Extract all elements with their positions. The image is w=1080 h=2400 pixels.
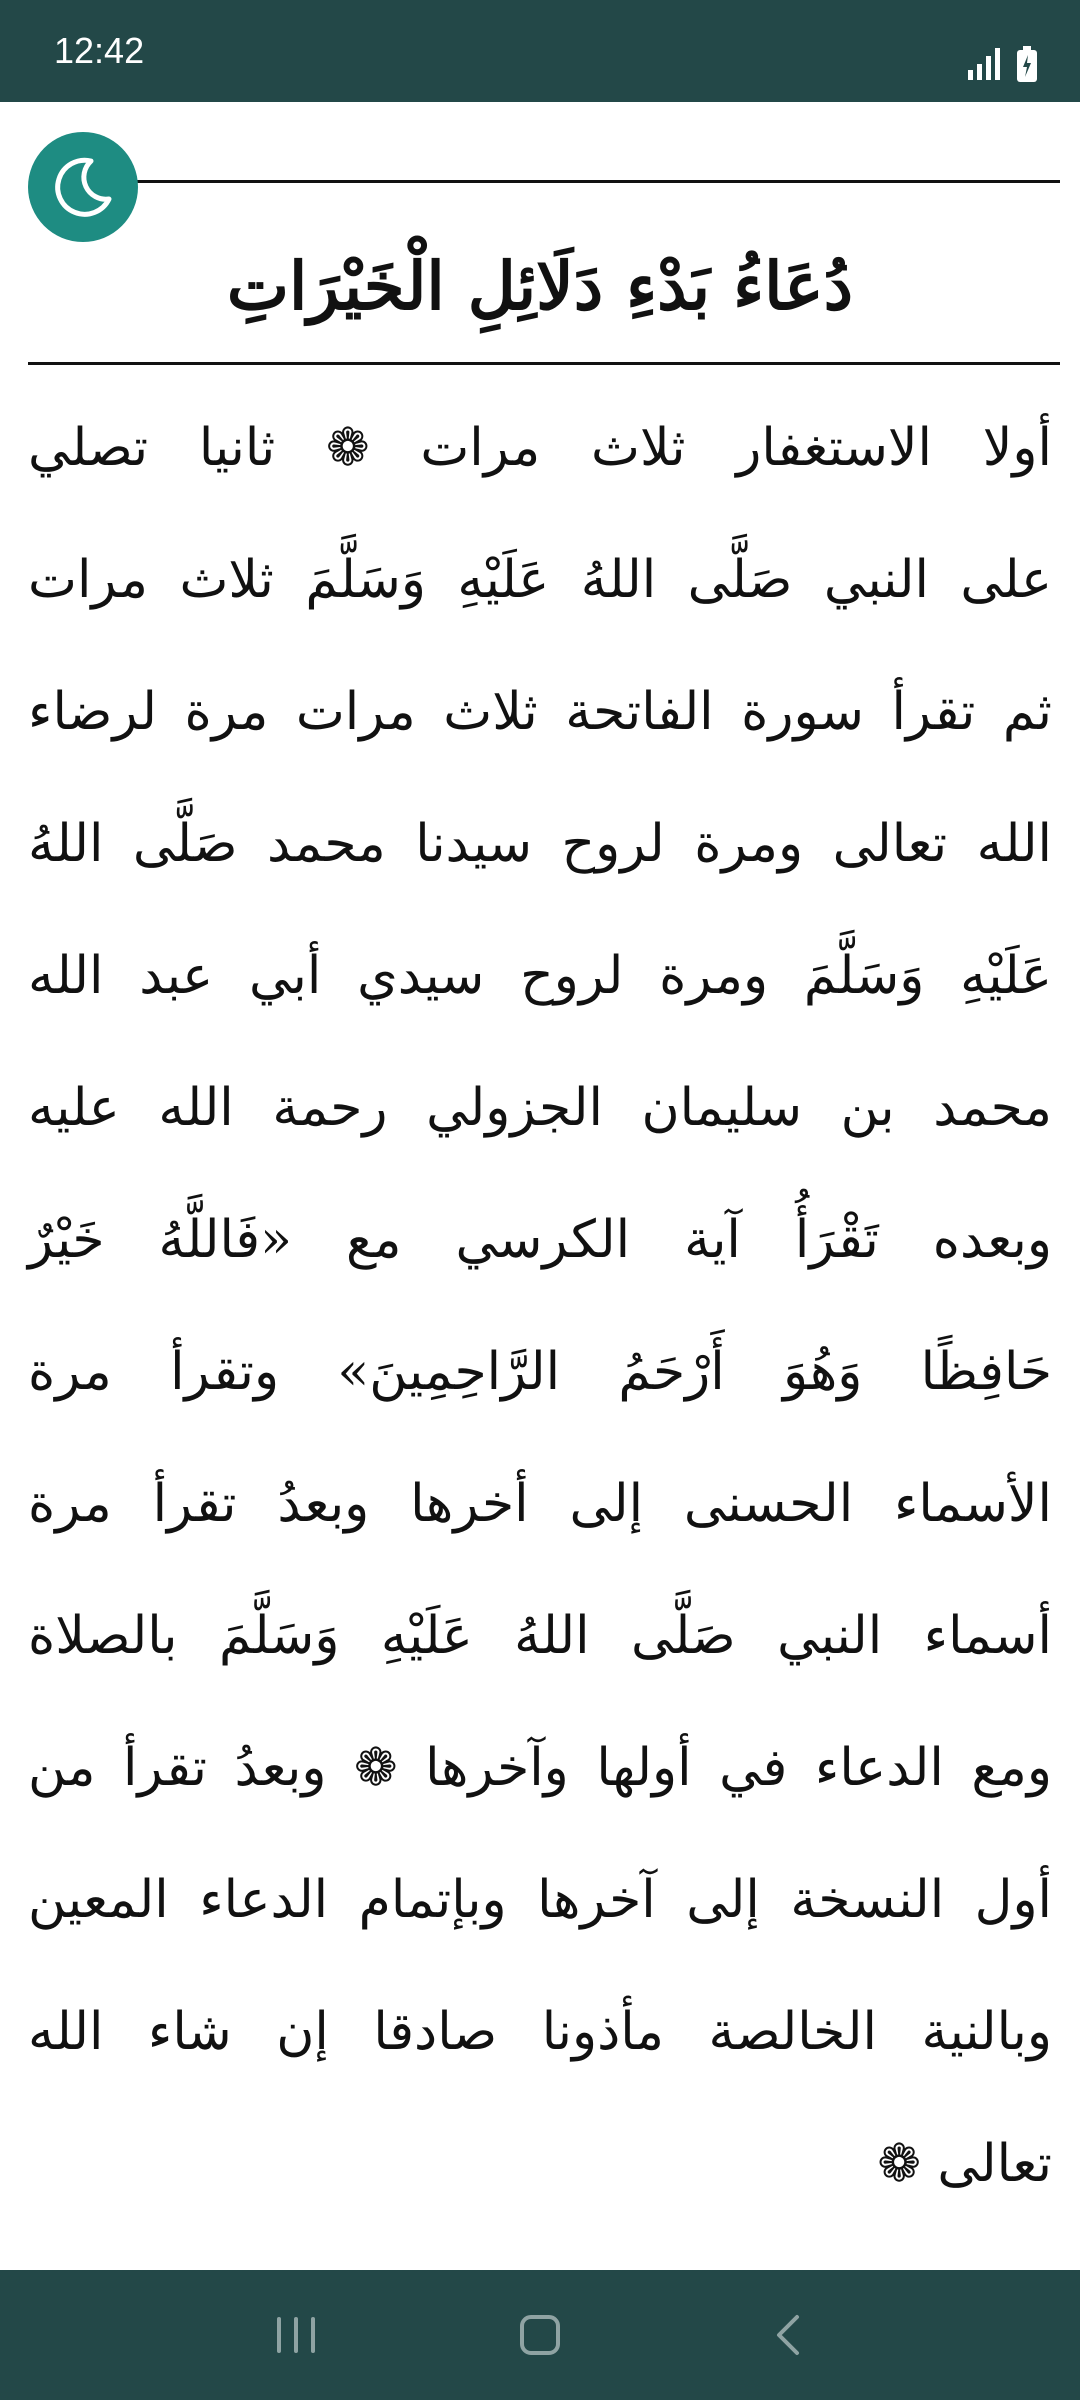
- body-line: ثم تقرأ سورة الفاتحة ثلاث مرات مرة لرضاء: [28, 682, 1052, 742]
- status-bar: [0, 0, 1080, 102]
- title-top-divider: [136, 180, 1060, 183]
- body-text: [28, 382, 1052, 2230]
- body-line: على النبي صَلَّى اللهُ عَلَيْهِ وَسَلَّمَ ثلاث مرات: [28, 550, 1052, 610]
- body-line: تعالى ❁: [877, 2134, 1052, 2194]
- body-line: الله تعالى ومرة لروح سيدنا محمد صَلَّى اللهُ: [28, 814, 1052, 874]
- body-line: محمد بن سليمان الجزولي رحمة الله عليه: [28, 1078, 1052, 1138]
- battery-icon: [1016, 46, 1038, 82]
- recent-apps-button[interactable]: [236, 2295, 356, 2375]
- body-line: حَافِظًا وَهُوَ أَرْحَمُ الرَّاحِمِينَ» وتقرأ مرة: [28, 1342, 1052, 1402]
- status-time: 12:42: [54, 30, 145, 71]
- body-line: عَلَيْهِ وَسَلَّمَ ومرة لروح سيدي أبي عبد الله: [28, 946, 1052, 1006]
- body-line: ومع الدعاء في أولها وآخرها ❁ وبعدُ تقرأ من: [28, 1738, 1052, 1798]
- page-title: دُعَاءُ بَدْءِ دَلَائِلِ الْخَيْرَاتِ: [226, 247, 854, 325]
- body-line: أولا الاستغفار ثلاث مرات ❁ ثانيا تصلي: [28, 418, 1052, 478]
- signal-icon: [968, 48, 1002, 80]
- home-icon: [518, 2313, 562, 2357]
- recent-apps-icon: [273, 2315, 319, 2355]
- body-line: وبعده تَقْرَأُ آية الكرسي مع «فَاللَّهُ خَيْرٌ: [28, 1210, 1052, 1270]
- navigation-bar: [0, 2270, 1080, 2400]
- home-button[interactable]: [480, 2295, 600, 2375]
- reading-page: [0, 102, 1080, 2270]
- body-line: أسماء النبي صَلَّى اللهُ عَلَيْهِ وَسَلَّمَ بالصلاة: [28, 1606, 1052, 1666]
- body-line: الأسماء الحسنى إلى أخرها وبعدُ تقرأ مرة: [28, 1474, 1052, 1534]
- body-line: أول النسخة إلى آخرها وبإتمام الدعاء المعين: [28, 1870, 1052, 1930]
- back-button[interactable]: [728, 2295, 848, 2375]
- status-icons: [968, 44, 1038, 84]
- back-icon: [771, 2313, 805, 2357]
- body-line: وبالنية الخالصة مأذونا صادقا إن شاء الله: [28, 2002, 1052, 2062]
- title-bottom-divider: [28, 362, 1060, 365]
